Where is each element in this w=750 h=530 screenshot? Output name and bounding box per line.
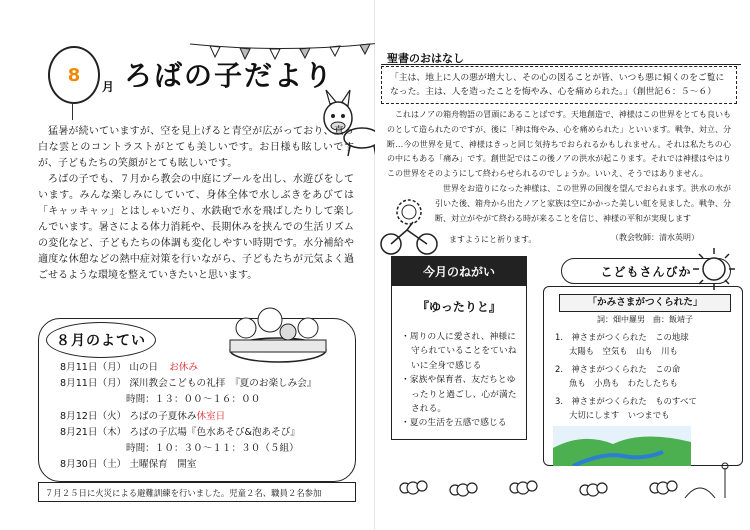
verse-line: 3. 神さまがつくられた ものすべて <box>555 396 697 406</box>
schedule-row <box>60 392 350 408</box>
bible-heading: 聖書のおはなし <box>387 52 464 65</box>
lead-text <box>38 124 354 284</box>
song-verse <box>555 330 735 358</box>
verse-line: 大切にします いつまでも <box>569 410 670 420</box>
schedule-date: 8月12日（火） <box>60 410 127 422</box>
footnote-box: ７月２５日に火災による避難訓練を行いました。児童２名、職員２名参加 <box>38 482 356 502</box>
wish-list <box>401 330 523 431</box>
ants-illustration-icon <box>385 458 745 508</box>
song-verse <box>555 394 735 422</box>
pool-toys-icon <box>226 302 330 364</box>
month-number: 8 <box>67 64 81 86</box>
lion-bicycle-icon <box>379 196 439 258</box>
list-item: ・周りの人に愛され、神様に守られていることをていねいに全身で感じる <box>401 332 517 371</box>
schedule-row <box>60 376 350 392</box>
list-item: ・夏の生活を五感で感じる <box>401 418 507 429</box>
lead-paragraph: ろばの子でも、７月から教会の中庭にプールを出し、水遊びをしています。みんな楽しみにしていて、身体全体で水しぶきをあびては「キャッキャッ」とはしゃいだり、水鉄砲で水を飛ばしたりして楽しんでいます。暑さによる体力消耗や、長期休みを挟んでの生活リズムの変化など、子どもたちの体調も変化しやすい時期です。水分補給や適度な休憩などの熱中症対策を行いながら、子どもたちが元気よく過ごせるような環境を整えていきたいと思います。 <box>38 174 354 281</box>
bible-paragraph: これはノアの箱舟物語の冒頭にあることばです。天地創造で、神様はこの世界をとても良いものとして造られたのですが、後に「神は悔やみ、心を痛められた」といいます。戦争、対立、分断…今の世界を見て、神様はきっと同じ気持ちでおられるかもしれません。それは私たちの心の中にもある「痛み」です。創世記ではこの後ノアの洪水が起こります。それでは神様はやはりこの世界をそのようにして終わらせられるのでしょうか。いいえ、そうではありません。 <box>387 110 731 179</box>
schedule-note: 休室日 <box>196 410 226 422</box>
schedule-event: 山の日 <box>129 362 159 373</box>
schedule-event: 深川教会こどもの礼拝 『夏のお楽しみ会』 <box>129 378 317 390</box>
wish-heading: 今月のねがい <box>422 264 495 279</box>
bunting-flags-icon <box>190 40 375 60</box>
schedule-title-bubble <box>46 322 156 358</box>
prayer-line: ますようにと祈ります。 <box>449 235 537 244</box>
wish-banner: 『ゆったりと』 <box>417 300 501 314</box>
verse-line: 2. 神さまがつくられた この命 <box>555 364 681 374</box>
verse-line: 1. 神さまがつくられた この地球 <box>555 332 689 342</box>
song-title: 「かみさまがつくられた」 <box>559 294 731 312</box>
schedule-title: ８月のよてい <box>56 333 146 349</box>
schedule-note: お休み <box>169 362 198 373</box>
schedule-date: 8月11日（月） <box>60 378 127 390</box>
schedule-event: 時間：１０：３０～１１：３０（５組） <box>126 443 299 455</box>
newsletter-title: ろばの子だより <box>124 59 335 92</box>
schedule-event: 土曜保育 開室 <box>129 459 197 471</box>
schedule-row <box>60 425 350 441</box>
balloon-string <box>72 102 73 120</box>
newsletter-header <box>30 38 360 120</box>
schedule-event: ろばの子広場『色水あそび&泡あそび』 <box>129 426 300 438</box>
schedule-row <box>60 457 350 473</box>
bible-paragraph: 世界をお造りになった神様は、この世界の回復を望んでおられます。洪水の水が引いた後、箱舟から出たノアと家族は空にかかった美しい虹を見ました。戦争、分断、対立がやがて終わる時が来ることを信じ、神様の平和が実現します <box>435 184 731 223</box>
schedule-date: 8月21日（木） <box>60 426 127 438</box>
schedule-date: 8月11日（月） <box>60 362 127 373</box>
month-kanji: 月 <box>102 80 115 94</box>
song-heading: こどもさんびか <box>600 264 692 279</box>
month-balloon <box>48 46 100 104</box>
right-page <box>375 0 750 530</box>
schedule-event: 時間：１３：００～１６：００ <box>126 394 261 406</box>
schedule-row <box>60 441 350 457</box>
schedule-row <box>60 360 350 376</box>
verse-line: 太陽も 空気も 山も 川も <box>569 346 678 356</box>
verse-line: 魚も 小鳥も わたしたちも <box>569 378 678 388</box>
song-credit: 詞：畑中羅男 曲：飯靖子 <box>597 315 693 324</box>
list-item: ・家族や保育者、友だちとゆったりと過ごし、心が満たされる。 <box>401 375 517 415</box>
bible-quote: 「主は、地上に人の悪が増大し、その心の図ることが皆、いつも悪に傾くのをご覧になった。主は、人を造ったことを悔やみ、心を痛められた。」（創世記６：５～６） <box>381 66 737 104</box>
schedule-event: ろばの子夏休み <box>129 410 197 422</box>
bible-text <box>387 108 731 182</box>
schedule-date: 8月30日（土） <box>60 459 127 471</box>
song-verse <box>555 362 735 390</box>
bible-text-continued <box>435 182 731 226</box>
wish-header <box>391 256 527 286</box>
schedule-row <box>60 409 350 425</box>
schedule-list <box>60 360 350 473</box>
signature: （教会牧師：清水英明） <box>611 233 699 242</box>
lead-paragraph: 猛暑が続いていますが、空を見上げると青空が広がっており、真っ白な雲とのコントラストがとても美しいです。お日様も眩しいですが、子どもたちの笑顔がとても眩しいです。 <box>38 126 354 169</box>
